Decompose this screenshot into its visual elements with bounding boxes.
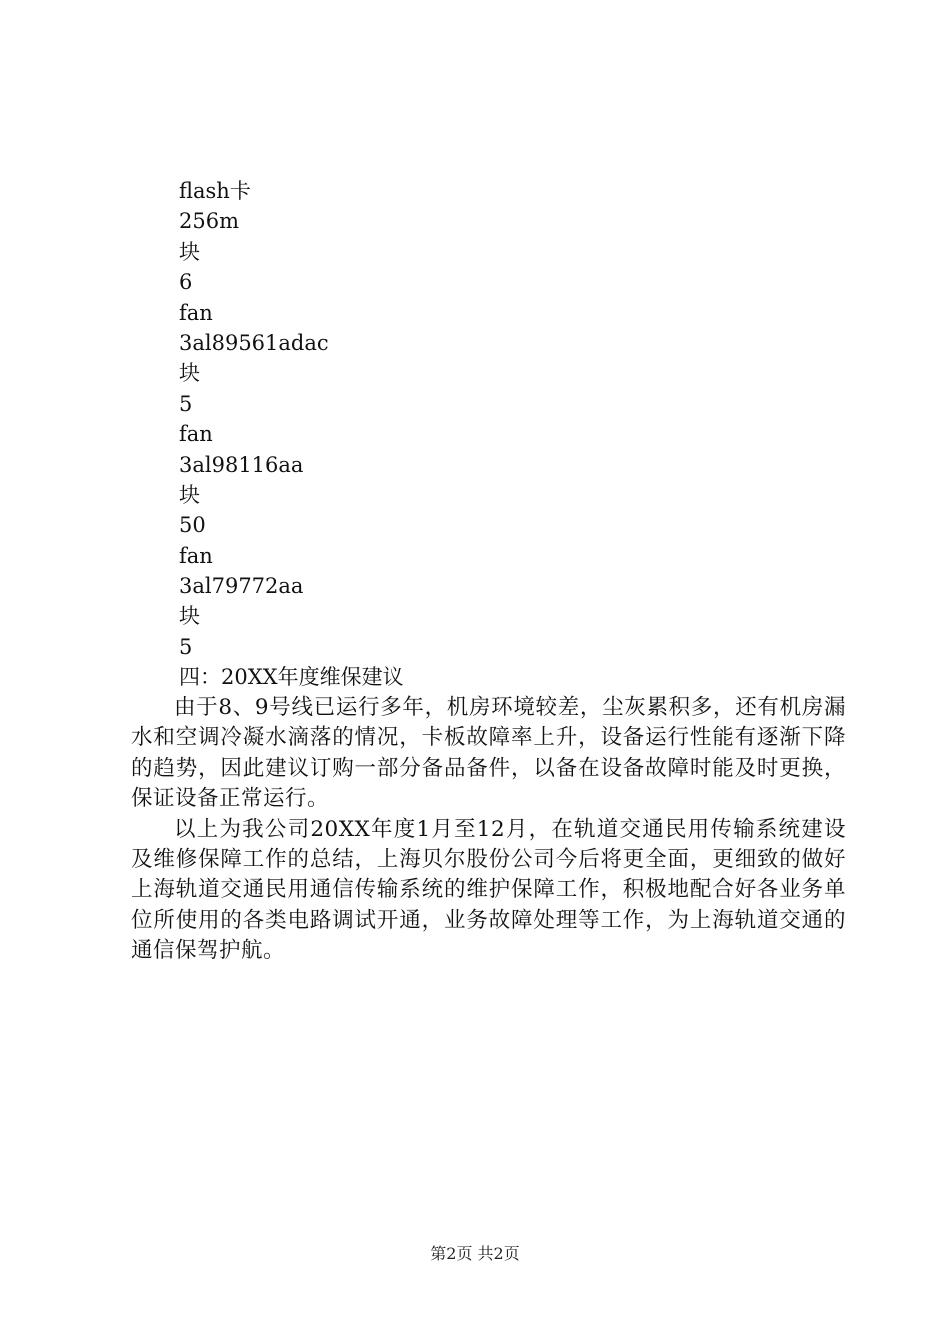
list-item: 3al98116aa (179, 452, 304, 477)
list-item: fan (179, 422, 213, 447)
list-item: 块 (179, 239, 200, 264)
paragraph-maintenance-suggestion: 由于8、9号线已运行多年，机房环境较差，尘灰累积多，还有机房漏水和空调冷凝水滴落的情况，卡板故障率上升，设备运行性能有逐渐下降的趋势，因此建议订购一部分备品备件，以备在设备故障时能及时更换，保证设备正常运行。 (131, 695, 846, 812)
list-item: 块 (179, 604, 200, 629)
list-item: 5 (179, 391, 193, 416)
list-item: 50 (179, 513, 206, 538)
paragraph-summary: 以上为我公司20XX年度1月至12月，在轨道交通民用传输系统建设及维修保障工作的总结，上海贝尔股份公司今后将更全面，更细致的做好上海轨道交通民用通信传输系统的维护保障工作，积极地配合好各业务单位所使用的各类电路调试开通，业务故障处理等工作，为上海轨道交通的通信保驾护航。 (131, 816, 846, 964)
list-item: fan (179, 300, 213, 325)
list-item: 6 (179, 270, 193, 295)
list-item: fan (179, 543, 213, 568)
page-footer: 第2页 共2页 (430, 1244, 520, 1263)
list-item: flash卡 (179, 179, 251, 203)
list-item: 3al89561adac (179, 330, 329, 355)
spare-parts-list (179, 176, 329, 662)
list-item: 块 (179, 361, 200, 386)
section-heading: 四：20XX年度维保建议 (179, 665, 404, 689)
list-item: 256m (179, 209, 239, 234)
body-text (131, 693, 846, 967)
list-item: 块 (179, 482, 200, 507)
list-item: 3al79772aa (179, 574, 304, 599)
list-item: 5 (179, 634, 193, 659)
